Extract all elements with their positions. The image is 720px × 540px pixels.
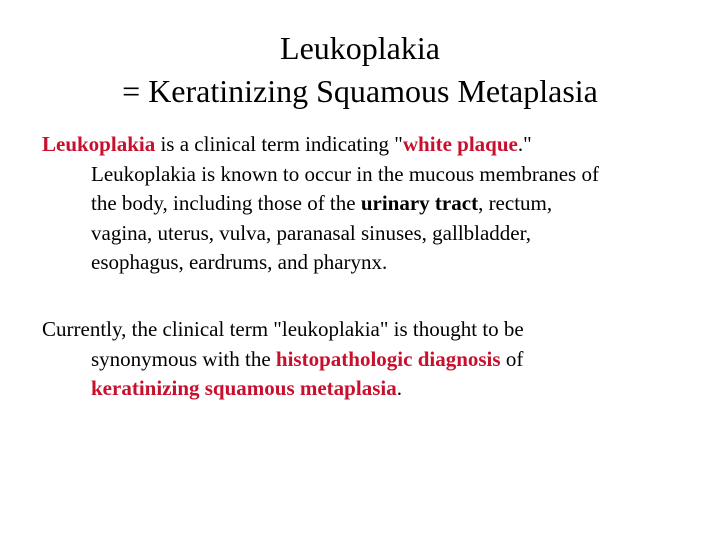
- text: vagina, uterus, vulva, paranasal sinuses, gallbladder,: [91, 220, 532, 245]
- title-line-1: Leukoplakia: [280, 30, 440, 66]
- paragraph-current-usage: [42, 315, 720, 404]
- text: the body, including those of the: [91, 191, 361, 215]
- bold-urinary-tract: urinary tract: [360, 191, 479, 215]
- text: is a clinical term indicating ": [155, 132, 403, 156]
- text: .: [396, 376, 402, 400]
- link-white-plaque[interactable]: white plaque: [402, 132, 518, 156]
- link-histopathologic-diagnosis[interactable]: histopathologic diagnosis: [275, 346, 501, 371]
- text: esophagus, eardrums, and pharynx.: [91, 250, 388, 274]
- title-line-2: = Keratinizing Squamous Metaplasia: [122, 73, 598, 109]
- link-keratinizing-squamous-metaplasia[interactable]: keratinizing squamous metaplasia: [91, 376, 397, 400]
- slide-title: [0, 27, 720, 113]
- text: .": [517, 132, 532, 156]
- link-leukoplakia[interactable]: Leukoplakia: [42, 132, 156, 156]
- text: Leukoplakia is known to occur in the mucous membranes of: [91, 161, 599, 186]
- text: synonymous with the: [91, 346, 276, 371]
- text: Currently, the clinical term "leukoplakia" is thought to be: [42, 317, 524, 341]
- paragraph-definition: [42, 130, 720, 278]
- text: , rectum,: [478, 191, 553, 215]
- text: of: [500, 346, 524, 371]
